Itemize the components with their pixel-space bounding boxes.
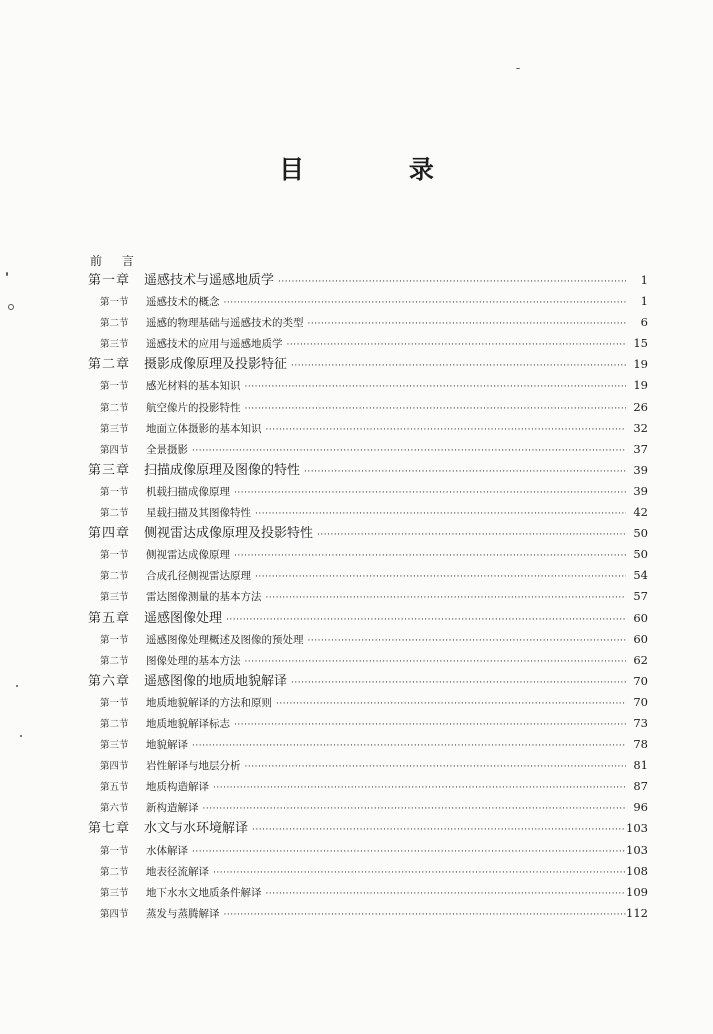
dot-leader <box>203 799 627 820</box>
toc-entry-number: 第三节 <box>100 887 129 899</box>
toc-entry-title: 遥感图像的地质地貌解译 <box>144 673 288 689</box>
toc-entry-page-number: 103 <box>626 842 648 857</box>
toc-entry-title: 地貌解译 <box>146 739 188 752</box>
toc-entry-page-number: 39 <box>633 483 648 498</box>
toc-entry-title: 水文与水环境解译 <box>144 821 249 837</box>
toc-entry-number: 第一节 <box>100 486 129 498</box>
dot-leader <box>255 567 626 588</box>
dot-leader <box>245 377 627 398</box>
dot-leader <box>234 483 626 504</box>
toc-entry-number: 第二节 <box>100 655 129 667</box>
toc-entry-page-number: 50 <box>633 547 648 562</box>
toc-section-entry <box>88 586 648 607</box>
toc-entry-number: 第四章 <box>88 526 131 542</box>
toc-section-entry <box>88 375 648 396</box>
toc-chapter-entry <box>88 818 648 839</box>
toc-chapter-entry <box>88 608 648 629</box>
dot-leader <box>192 736 626 757</box>
toc-entry-title: 遥感技术与遥感地质学 <box>144 273 275 288</box>
toc-entry-page-number: 62 <box>633 652 648 667</box>
dot-leader <box>291 673 626 694</box>
toc-entry-number: 第二节 <box>100 318 129 330</box>
toc-section-entry <box>88 418 648 439</box>
toc-entry-number: 第五节 <box>100 782 129 794</box>
toc-section-entry <box>88 903 648 924</box>
toc-entry-title: 侧视雷达成像原理及投影特性 <box>144 526 314 542</box>
toc-entry-page-number: 108 <box>626 863 648 878</box>
toc-chapter-entry <box>88 671 648 692</box>
toc-entry-number: 第二节 <box>100 402 129 414</box>
toc-section-entry <box>88 312 648 333</box>
toc-entry-number: 第二节 <box>100 508 129 520</box>
toc-entry-title: 航空像片的投影特性 <box>146 401 241 414</box>
toc-entry-page-number: 50 <box>633 526 648 541</box>
scan-speck <box>20 735 22 737</box>
toc-entry-page-number: 39 <box>633 462 648 477</box>
toc-entry-number: 第三节 <box>100 339 129 351</box>
dot-leader <box>266 884 627 905</box>
toc-entry-title: 地下水水文地质条件解译 <box>146 886 262 899</box>
dot-leader <box>252 820 626 841</box>
toc-section-entry <box>88 650 648 671</box>
dot-leader <box>213 863 626 884</box>
toc-entry-page-number: 78 <box>633 737 648 752</box>
dot-leader <box>266 588 627 609</box>
dot-leader <box>234 546 626 567</box>
page-title: 目 录 <box>279 155 482 184</box>
toc-entry-number: 第一节 <box>100 634 129 646</box>
toc-entry-page-number: 19 <box>633 357 648 372</box>
toc-entry-number: 第三节 <box>100 740 129 752</box>
table-of-contents <box>88 270 648 924</box>
toc-entry-title: 遥感图像处理概述及图像的预处理 <box>146 633 304 646</box>
dot-leader <box>234 715 626 736</box>
dot-leader <box>224 293 627 314</box>
toc-entry-page-number: 112 <box>626 905 648 920</box>
toc-section-entry <box>88 544 648 565</box>
toc-entry-title: 遥感的物理基础与遥感技术的类型 <box>146 317 304 330</box>
toc-entry-number: 第三章 <box>88 462 131 478</box>
toc-entry-number: 第一节 <box>100 845 129 857</box>
dot-leader <box>304 462 626 483</box>
dot-leader <box>245 757 627 778</box>
toc-entry-title: 合成孔径侧视雷达原理 <box>146 570 251 583</box>
toc-section-entry <box>88 439 648 460</box>
toc-entry-title: 遥感技术的应用与遥感地质学 <box>146 338 283 351</box>
toc-entry-title: 感光材料的基本知识 <box>146 380 241 393</box>
toc-entry-title: 地表径流解译 <box>146 865 209 878</box>
toc-entry-page-number: 54 <box>633 568 648 583</box>
toc-entry-number: 第六章 <box>88 673 131 689</box>
toc-section-entry <box>88 692 648 713</box>
toc-entry-title: 全景摄影 <box>146 443 188 456</box>
toc-entry-title: 岩性解译与地层分析 <box>146 760 241 773</box>
toc-entry-number: 第四节 <box>100 444 129 456</box>
toc-entry-title: 地面立体摄影的基本知识 <box>146 422 262 435</box>
toc-entry-number: 第一节 <box>100 381 129 393</box>
toc-section-entry <box>88 397 648 418</box>
toc-entry-page-number: 57 <box>633 589 648 604</box>
dot-leader <box>317 525 626 546</box>
dot-leader <box>213 778 626 799</box>
scan-speck <box>8 304 14 310</box>
toc-entry-title: 扫描成像原理及图像的特性 <box>144 462 301 478</box>
toc-entry-title: 地质构造解译 <box>146 781 209 794</box>
scan-speck <box>6 272 8 276</box>
toc-entry-title: 图像处理的基本方法 <box>146 654 241 667</box>
toc-entry-number: 第一章 <box>88 273 131 288</box>
toc-entry-title: 遥感图像处理 <box>144 610 223 626</box>
toc-entry-title: 摄影成像原理及投影特征 <box>144 357 288 373</box>
toc-entry-page-number: 81 <box>633 758 648 773</box>
dot-leader <box>291 356 626 377</box>
toc-entry-title: 新构造解译 <box>146 802 199 815</box>
toc-entry-page-number: 1 <box>640 294 648 309</box>
toc-entry-page-number: 103 <box>626 821 648 836</box>
toc-entry-page-number: 37 <box>633 441 648 456</box>
toc-section-entry <box>88 333 648 354</box>
toc-entry-number: 第二章 <box>88 357 131 373</box>
toc-entry-title: 水体解译 <box>146 844 188 857</box>
toc-entry-title: 蒸发与蒸腾解译 <box>146 907 220 920</box>
toc-entry-page-number: 73 <box>633 715 648 730</box>
toc-entry-page-number: 6 <box>640 315 648 330</box>
toc-entry-number: 第三节 <box>100 423 129 435</box>
toc-entry-number: 第七章 <box>88 821 131 837</box>
toc-section-entry <box>88 713 648 734</box>
toc-entry-number: 第六节 <box>100 803 129 815</box>
toc-section-entry <box>88 734 648 755</box>
toc-entry-page-number: 26 <box>633 399 648 414</box>
toc-entry-page-number: 70 <box>633 694 648 709</box>
toc-section-entry <box>88 755 648 776</box>
dot-leader <box>245 652 627 673</box>
dot-leader <box>308 631 627 652</box>
toc-entry-page-number: 15 <box>633 336 648 351</box>
dot-leader <box>226 610 626 631</box>
dot-leader <box>308 314 627 335</box>
toc-entry-page-number: 60 <box>633 610 648 625</box>
toc-chapter-entry <box>88 460 648 481</box>
toc-section-entry <box>88 629 648 650</box>
toc-chapter-entry <box>88 354 648 375</box>
toc-entry-number: 第四节 <box>100 761 129 773</box>
toc-section-entry <box>88 565 648 586</box>
toc-entry-number: 第一节 <box>100 550 129 562</box>
toc-section-entry <box>88 481 648 502</box>
toc-entry-number: 第二节 <box>100 866 129 878</box>
toc-entry-title: 侧视雷达成像原理 <box>146 549 230 562</box>
toc-entry-number: 第二节 <box>100 571 129 583</box>
toc-entry-title: 星载扫描及其图像特性 <box>146 507 251 520</box>
dot-leader <box>245 399 627 420</box>
toc-section-entry <box>88 840 648 861</box>
toc-entry-number: 第二节 <box>100 718 129 730</box>
toc-chapter-entry <box>88 523 648 544</box>
toc-entry-title: 雷达图像测量的基本方法 <box>146 591 262 604</box>
toc-entry-page-number: 87 <box>633 779 648 794</box>
scan-speck <box>516 68 520 69</box>
toc-entry-title: 遥感技术的概念 <box>146 296 220 309</box>
toc-entry-page-number: 1 <box>640 273 648 287</box>
toc-entry-page-number: 42 <box>633 505 648 520</box>
toc-section-entry <box>88 882 648 903</box>
toc-entry-page-number: 60 <box>633 631 648 646</box>
toc-section-entry <box>88 797 648 818</box>
toc-entry-page-number: 109 <box>626 884 648 899</box>
toc-section-entry <box>88 861 648 882</box>
toc-entry-number: 第五章 <box>88 610 131 626</box>
toc-entry-number: 第一节 <box>100 297 129 309</box>
toc-entry-title: 地质地貌解译的方法和原则 <box>146 696 272 709</box>
toc-entry-page-number: 70 <box>633 673 648 688</box>
dot-leader <box>276 694 626 715</box>
toc-entry-number: 第三节 <box>100 592 129 604</box>
toc-section-entry <box>88 776 648 797</box>
preface-entry: 前 言 <box>90 254 142 268</box>
dot-leader <box>255 504 626 525</box>
toc-chapter-entry <box>88 270 648 291</box>
toc-entry-page-number: 32 <box>633 420 648 435</box>
toc-entry-number: 第四节 <box>100 908 129 920</box>
toc-section-entry <box>88 502 648 523</box>
dot-leader <box>287 335 627 356</box>
dot-leader <box>192 441 626 462</box>
dot-leader <box>224 905 627 926</box>
dot-leader <box>278 272 626 293</box>
dot-leader <box>192 842 626 863</box>
toc-entry-page-number: 19 <box>633 378 648 393</box>
toc-entry-title: 机载扫描成像原理 <box>146 485 230 498</box>
dot-leader <box>266 420 627 441</box>
toc-section-entry <box>88 291 648 312</box>
toc-entry-number: 第一节 <box>100 697 129 709</box>
scan-speck <box>16 685 18 687</box>
toc-entry-page-number: 96 <box>633 800 648 815</box>
toc-entry-title: 地质地貌解译标志 <box>146 717 230 730</box>
